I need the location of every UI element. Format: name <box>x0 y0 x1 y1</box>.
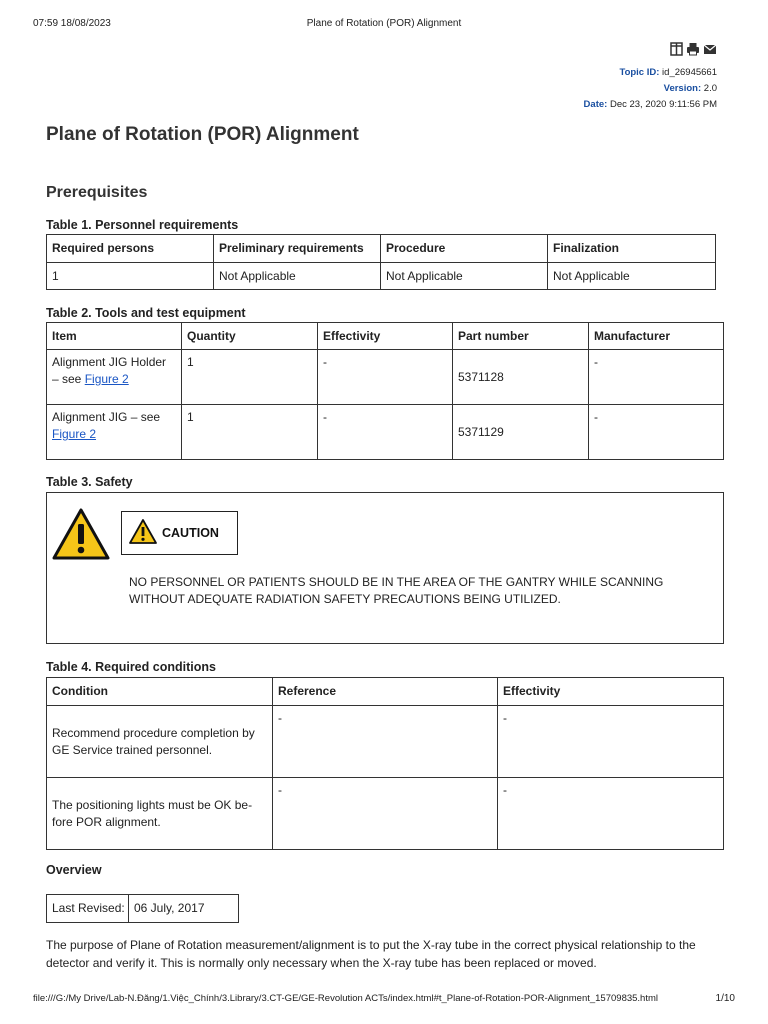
table-cell: Alignment JIG Holder – see Figure 2 <box>47 350 182 405</box>
table-cell: - <box>498 706 724 778</box>
date: Date: Dec 23, 2020 9:11:56 PM <box>583 99 717 110</box>
print-url: file:///G:/My Drive/Lab-N.Đăng/1.Việc_Chính/3.Library/3.CT-GE/GE-Revolution ACTs/index.html#t_Plane-of-Rotation-POR-Alignment_15709835.html <box>33 993 659 1004</box>
table-cell: 1 <box>182 405 318 460</box>
table-cell: 1 <box>47 263 214 290</box>
print-page-number: 1/10 <box>715 993 735 1004</box>
required-conditions-table <box>46 677 724 850</box>
table-header-row <box>47 678 724 706</box>
caution-signal-word <box>121 511 238 555</box>
table-cell: 5371129 <box>453 405 589 460</box>
column-header: Effectivity <box>318 323 453 350</box>
column-header: Manufacturer <box>589 323 724 350</box>
column-header: Preliminary requirements <box>214 235 381 263</box>
table-row <box>47 778 724 850</box>
warning-text: NO PERSONNEL OR PATIENTS SHOULD BE IN THE AREA OF THE GANTRY WHILE SCANNING WITHOUT ADEQUATE RADIATION SAFETY PRECAUTIONS BEING UTILIZED. <box>129 575 664 606</box>
table-cell: - <box>273 706 498 778</box>
column-header: Effectivity <box>498 678 724 706</box>
table-cell: - <box>589 350 724 405</box>
column-header: Finalization <box>548 235 716 263</box>
table-cell: - <box>589 405 724 460</box>
email-icon[interactable] <box>703 42 717 61</box>
book-icon[interactable] <box>670 42 683 61</box>
table-cell: - <box>318 350 453 405</box>
table-cell: The positioning lights must be OK be-fore POR alignment. <box>47 778 273 850</box>
topic-id: Topic ID: id_26945661 <box>619 67 717 78</box>
table-cell: - <box>273 778 498 850</box>
table-row <box>47 350 724 405</box>
column-header: Part number <box>453 323 589 350</box>
print-icon[interactable] <box>686 42 700 61</box>
table-row <box>47 895 239 923</box>
table2-caption: Table 2. Tools and test equipment <box>46 306 246 320</box>
column-header: Item <box>47 323 182 350</box>
table-cell: Not Applicable <box>381 263 548 290</box>
table-cell: Alignment JIG – see Figure 2 <box>47 405 182 460</box>
safety-box <box>46 492 724 644</box>
prerequisites-heading: Prerequisites <box>46 184 148 201</box>
warning-triangle-icon <box>52 508 110 565</box>
overview-paragraph: The purpose of Plane of Rotation measurement/alignment is to put the X-ray tube in the correct physical relationship to the detector and verify it. This is normally only necessary when the X-ray tube has been replaced or moved. <box>46 938 696 970</box>
personnel-table <box>46 234 716 290</box>
column-header: Condition <box>47 678 273 706</box>
table-cell: - <box>318 405 453 460</box>
table-row <box>47 706 724 778</box>
overview-heading: Overview <box>46 863 102 877</box>
page-title: Plane of Rotation (POR) Alignment <box>46 124 359 145</box>
table-cell: 1 <box>182 350 318 405</box>
print-datetime: 07:59 18/08/2023 <box>33 18 111 29</box>
table-header-row <box>47 323 724 350</box>
table1-caption: Table 1. Personnel requirements <box>46 218 239 232</box>
table-cell: - <box>498 778 724 850</box>
caution-label: CAUTION <box>162 526 219 540</box>
table-row <box>47 405 724 460</box>
table4-caption: Table 4. Required conditions <box>46 660 216 674</box>
column-header: Required persons <box>47 235 214 263</box>
topic-actions <box>670 42 717 61</box>
caution-triangle-icon <box>128 518 158 550</box>
figure-2-link[interactable]: Figure 2 <box>52 427 97 441</box>
table-cell: Recommend procedure completion by GE Service trained personnel. <box>47 706 273 778</box>
tools-table <box>46 322 724 460</box>
table3-caption: Table 3. Safety <box>46 475 133 489</box>
column-header: Procedure <box>381 235 548 263</box>
table-cell: Not Applicable <box>548 263 716 290</box>
table-cell: Not Applicable <box>214 263 381 290</box>
version: Version: 2.0 <box>663 83 717 94</box>
column-header: Quantity <box>182 323 318 350</box>
last-revised-label: Last Revised: <box>47 895 129 923</box>
table-cell: 5371128 <box>453 350 589 405</box>
last-revised-table <box>46 894 239 923</box>
table-row <box>47 263 716 290</box>
table-header-row <box>47 235 716 263</box>
figure-2-link[interactable]: Figure 2 <box>84 372 129 386</box>
column-header: Reference <box>273 678 498 706</box>
last-revised-value: 06 July, 2017 <box>129 895 239 923</box>
print-title: Plane of Rotation (POR) Alignment <box>306 18 462 29</box>
